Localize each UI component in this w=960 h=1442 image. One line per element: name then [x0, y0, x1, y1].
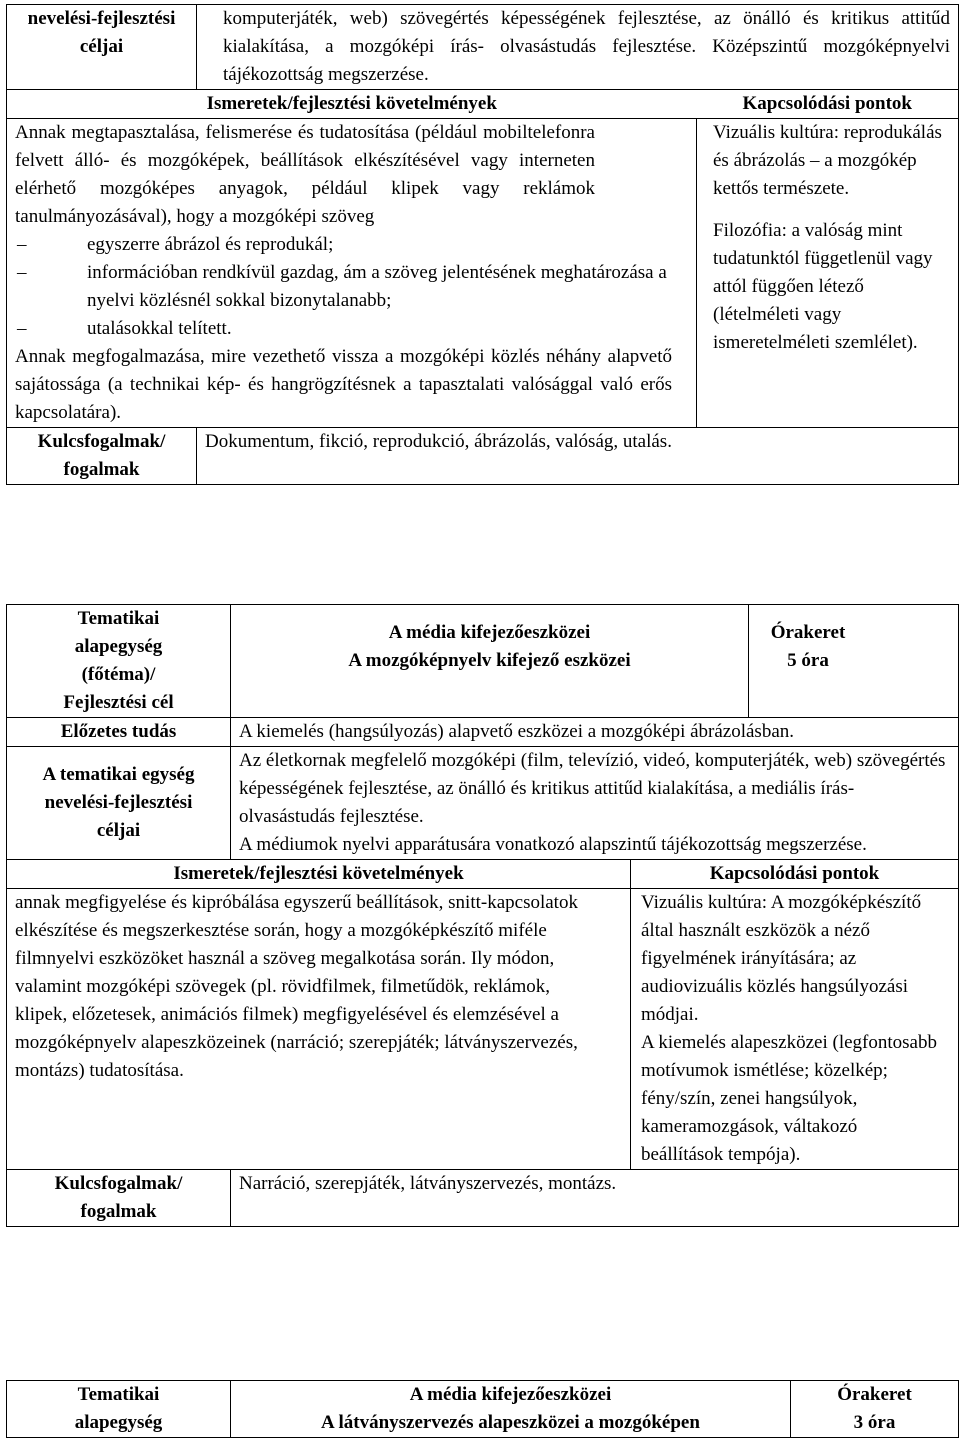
unit-title: A média kifejezőeszközei A látványszervezés alapeszközei a mozgóképen: [231, 1381, 791, 1438]
hours-value: 5 óra: [787, 650, 829, 671]
prior-knowledge-text: A kiemelés (hangsúlyozás) alapvető eszközei a mozgóképi ábrázolásban.: [231, 718, 959, 747]
list-item: – információban rendkívül gazdag, ám a szöveg jelentésének meghatározása a nyelvi közlésnél sokkal bizonytalanabb;: [15, 259, 677, 315]
goals-label: nevelési-fejlesztési céljai: [7, 5, 197, 90]
hours-value: 3 óra: [853, 1412, 896, 1433]
requirements-outro: Annak megfogalmazása, mire vezethető vissza a mozgóképi közlés néhány alapvető sajátossága (a technikai kép- és hangrögzítésnek a tapasztalati valósággal való erős kapcsolatára).: [15, 346, 672, 423]
requirements-header: Ismeretek/fejlesztési követelmények: [7, 90, 697, 119]
requirements-cell: [7, 119, 697, 428]
curriculum-table-1: [6, 4, 959, 485]
prior-knowledge-label: Előzetes tudás: [7, 718, 231, 747]
goals-row: [7, 747, 959, 860]
requirements-cell: annak megfigyelése és kipróbálása egyszerű beállítások, snitt-kapcsolatok elkészítése és megszerkesztése során, hogy a mozgóképkészítő miféle filmnyelvi eszközöket használ a szöveg megalkotása során. Ily módon, valamint mozgóképi szövegek (pl. rövidfilmek, filmetűdök, reklámok, klipek, előzetesek, animációs filmek) megfigyelésével és elemzésével a mozgóképnyelv alapeszközeinek (narráció; szerepjáték; látványszervezés, montázs) tudatosítása.: [7, 889, 631, 1170]
links-visual-culture: Vizuális kultúra: A mozgóképkészítő által használt eszközök a néző figyelmének irányítására; az audiovizuális közlés hangsúlyozási módjai.: [641, 892, 922, 1025]
requirements-intro: Annak megtapasztalása, felismerése és tudatosítása (például mobiltelefonra felvett álló- és mozgóképek, beállítások elkészítésével vagy interneten elérhető mozgóképes anyagok, például klipek vagy reklámok tanulmányozásával), hogy a mozgóképi szöveg: [15, 122, 595, 227]
links-header: Kapcsolódási pontok: [697, 90, 959, 119]
requirements-header-row: [7, 90, 959, 119]
unit-row: [7, 605, 959, 718]
hours-label: Órakeret: [837, 1384, 912, 1405]
requirements-header-row: [7, 860, 959, 889]
links-header: Kapcsolódási pontok: [631, 860, 959, 889]
list-item: – utalásokkal telített.: [15, 315, 672, 343]
links-emphasis: A kiemelés alapeszközei (legfontosabb motívumok ismétlése; közelkép; fény/szín, zenei hangsúlyok, kameramozgások, váltakozó beállítások tempója).: [641, 1032, 937, 1165]
links-philosophy: Filozófia: a valóság mint tudatunktól függetlenül vagy attól függően létező (lételméleti vagy ismeretelméleti szemlélet).: [713, 220, 933, 353]
unit-row: [7, 1381, 959, 1438]
requirements-row: [7, 889, 959, 1170]
requirements-header: Ismeretek/fejlesztési követelmények: [7, 860, 631, 889]
key-concepts-row: [7, 1170, 959, 1227]
curriculum-table-2: [6, 604, 959, 1227]
requirements-list: [15, 231, 672, 343]
key-concepts-label: Kulcsfogalmak/ fogalmak: [7, 1170, 231, 1227]
unit-label: Tematikai alapegység: [7, 1381, 231, 1438]
goals-row: [7, 5, 959, 90]
key-concepts-label: Kulcsfogalmak/ fogalmak: [7, 428, 197, 485]
links-visual-culture: Vizuális kultúra: reprodukálás és ábrázolás – a mozgókép kettős természete.: [713, 122, 942, 199]
requirements-row: [7, 119, 959, 428]
links-cell: [697, 119, 959, 428]
key-concepts-row: [7, 428, 959, 485]
goals-label: A tematikai egység nevelési-fejlesztési céljai: [7, 747, 231, 860]
list-item: – egyszerre ábrázol és reprodukál;: [15, 231, 672, 259]
goals-text: Az életkornak megfelelő mozgóképi (film, televízió, videó, komputerjáték, web) szövegértés képességének fejlesztése, az önálló és kritikus attitűd kialakítása, a mediális írás-olvasástudás fejlesztése. A médiumok nyelvi apparátusára vonatkozó alapszintű tájékozottság megszerzése.: [231, 747, 959, 860]
goals-text: komputerjáték, web) szövegértés képességének fejlesztése, az önálló és kritikus attitűd kialakítása, a mozgóképi írás- olvasástudás fejlesztése. Középszintű mozgóképnyelvi tájékozottság megszerzése.: [197, 5, 959, 90]
links-cell: [631, 889, 959, 1170]
unit-label: Tematikai alapegység (főtéma)/ Fejlesztési cél: [7, 605, 231, 718]
hours-label: Órakeret: [770, 622, 846, 643]
unit-title: A média kifejezőeszközei A mozgóképnyelv kifejező eszközei: [231, 605, 749, 718]
curriculum-table-3: [6, 1380, 959, 1438]
hours-cell: [791, 1381, 959, 1438]
key-concepts-text: Dokumentum, fikció, reprodukció, ábrázolás, valóság, utalás.: [197, 428, 959, 485]
hours-cell: [749, 605, 959, 718]
prior-knowledge-row: [7, 718, 959, 747]
key-concepts-text: Narráció, szerepjáték, látványszervezés, montázs.: [231, 1170, 959, 1227]
